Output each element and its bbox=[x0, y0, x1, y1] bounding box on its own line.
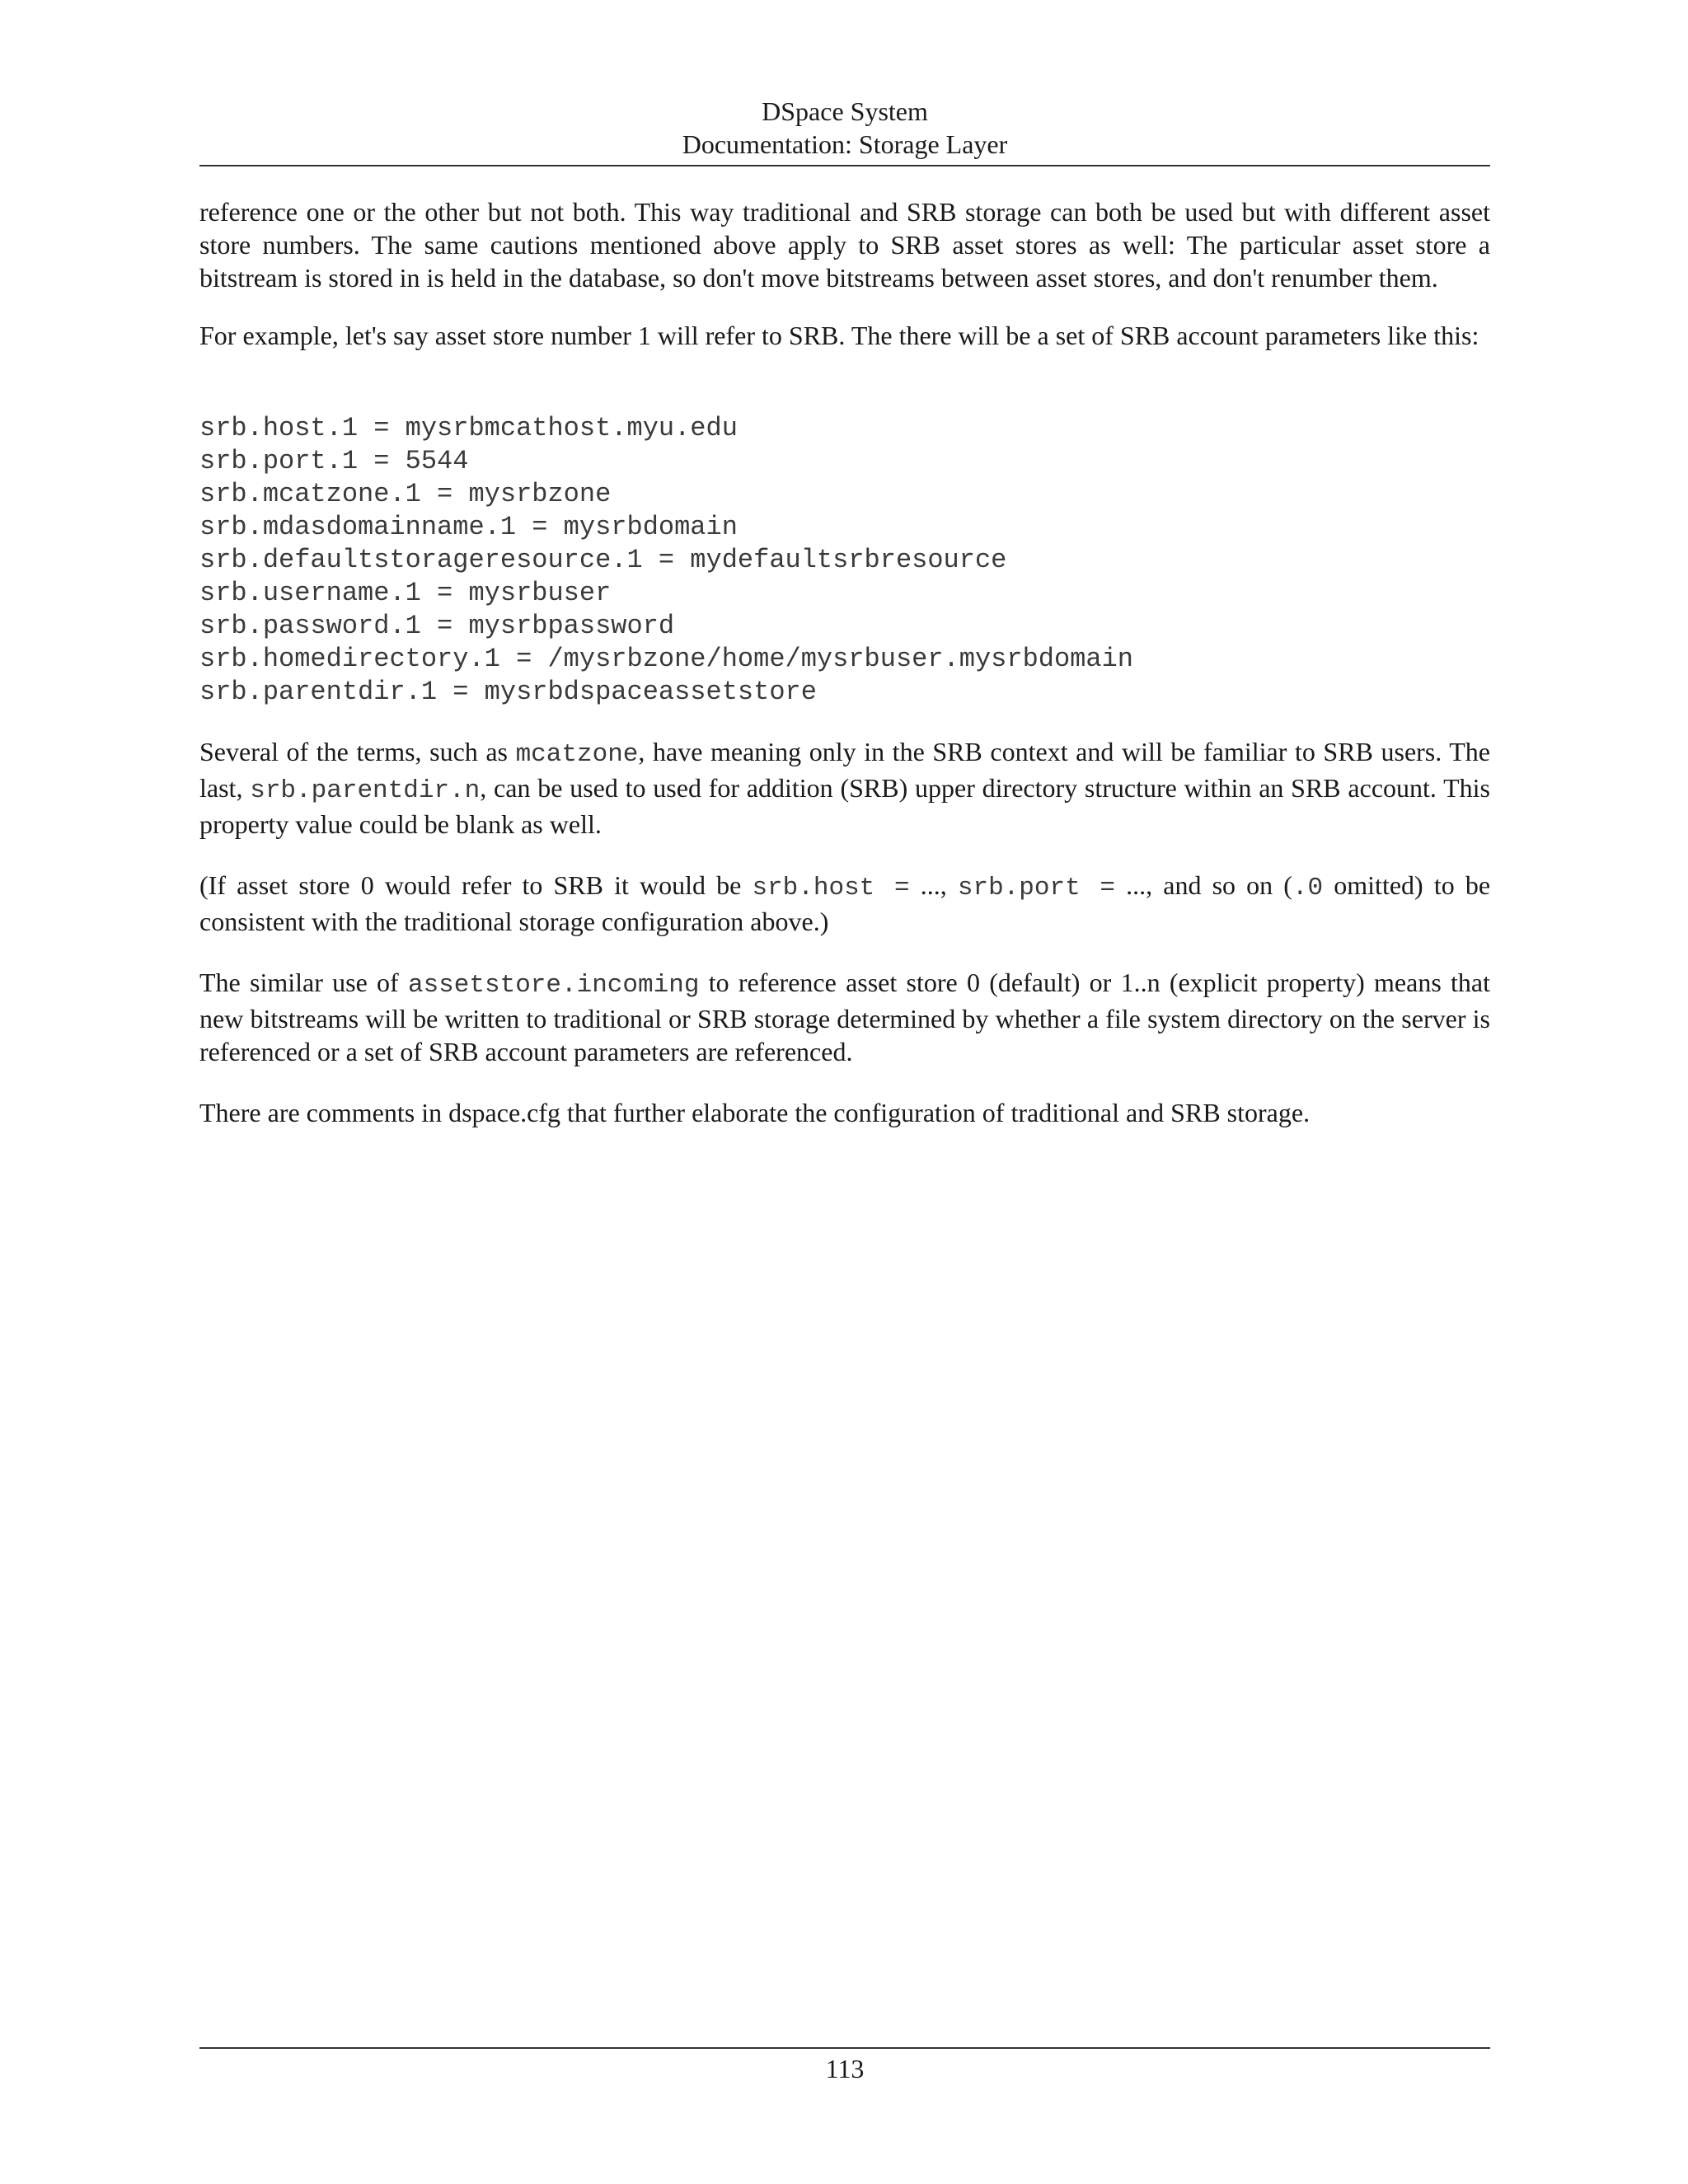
inline-code: mcatzone bbox=[515, 740, 639, 769]
paragraph-asset-store-reference: reference one or the other but not both. This way traditional and SRB storage can both be used but with different asset store numbers. The same cautions mentioned above apply to SRB asset stores as well: The particular asset store a bitstream is stored in is held in the database, so don't move bitstreams between asset stores, and don't renumber them. bbox=[199, 197, 1490, 293]
code-line: srb.port.1 = 5544 bbox=[199, 446, 469, 476]
paragraph-config-comments: There are comments in dspace.cfg that further elaborate the configuration of traditional and SRB storage. bbox=[199, 1098, 1311, 1127]
text-run: , can be used to used for addition (SRB) upper directory structure within an SRB account. This property value could be blank as well. bbox=[199, 773, 1491, 839]
code-line: srb.username.1 = mysrbuser bbox=[199, 578, 612, 608]
code-line: srb.mdasdomainname.1 = mysrbdomain bbox=[199, 512, 738, 542]
header-rule bbox=[199, 165, 1490, 166]
code-line: srb.parentdir.1 = mysrbdspaceassetstore bbox=[199, 677, 817, 707]
text-run: , have meaning only in the SRB context and will be familiar to SRB users. The last, bbox=[199, 737, 1490, 803]
text-run: omitted) to be consistent with the traditional storage configuration above.) bbox=[199, 870, 1491, 936]
text-run: ..., bbox=[909, 870, 958, 900]
srb-config-code-block bbox=[199, 412, 1490, 709]
page-header bbox=[199, 95, 1490, 161]
code-line: srb.homedirectory.1 = /mysrbzone/home/mysrbuser.mysrbdomain bbox=[199, 644, 1133, 674]
text-run: ..., and so on ( bbox=[1115, 870, 1292, 900]
text-run: The similar use of bbox=[199, 968, 408, 997]
paragraph-asset-store-zero bbox=[199, 869, 1490, 938]
page-content bbox=[199, 195, 1490, 1129]
code-line: srb.host.1 = mysrbmcathost.myu.edu bbox=[199, 413, 738, 443]
inline-code: srb.parentdir.n bbox=[250, 776, 481, 805]
text-run: (If asset store 0 would refer to SRB it would be bbox=[199, 870, 753, 900]
inline-code: srb.port = bbox=[957, 874, 1116, 902]
inline-code: .0 bbox=[1292, 874, 1324, 902]
paragraph-assetstore-incoming bbox=[199, 966, 1490, 1068]
code-line: srb.defaultstorageresource.1 = mydefaultsrbresource bbox=[199, 545, 1007, 575]
inline-code: srb.host = bbox=[752, 874, 910, 902]
header-subtitle: Documentation: Storage Layer bbox=[682, 129, 1008, 159]
text-run: to reference asset store 0 (default) or 1..n (explicit property) means that new bitstreams will be written to traditional or SRB storage determined by whether a file system directory on the server is referenced or a set of SRB account parameters are referenced. bbox=[199, 968, 1491, 1066]
footer-rule bbox=[199, 2047, 1490, 2049]
code-line: srb.mcatzone.1 = mysrbzone bbox=[199, 479, 612, 509]
paragraph-srb-terms bbox=[199, 735, 1490, 841]
inline-code: assetstore.incoming bbox=[407, 971, 700, 1000]
paragraph-example-intro: For example, let's say asset store number 1 will refer to SRB. The there will be a set of SRB account parameters like this: bbox=[199, 321, 1479, 350]
code-line: srb.password.1 = mysrbpassword bbox=[199, 611, 675, 641]
page-number: 113 bbox=[825, 2054, 865, 2083]
header-title: DSpace System bbox=[762, 96, 928, 126]
text-run: Several of the terms, such as bbox=[199, 737, 516, 766]
